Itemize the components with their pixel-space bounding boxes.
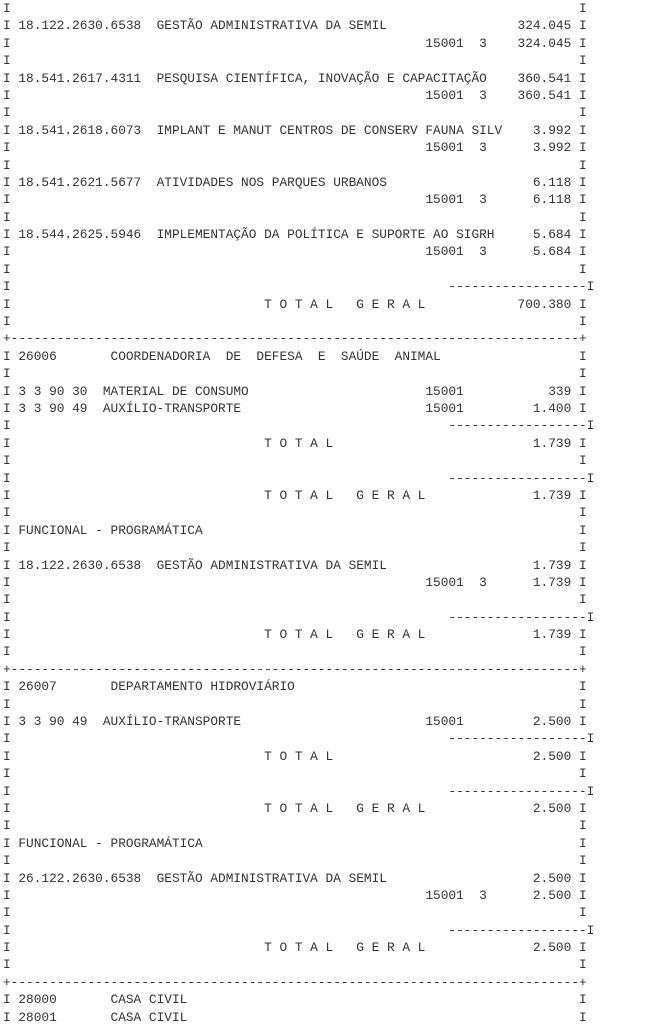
report-line: I ------------------I (3, 279, 595, 295)
report-line: I I (3, 957, 587, 973)
report-line: I 26006 COORDENADORIA DE DEFESA E SAÚDE ANIMAL I (3, 348, 587, 364)
report-line: I I (3, 696, 587, 712)
report-line: I I (3, 105, 587, 121)
report-line: I 18.122.2630.6538 GESTÃO ADMINISTRATIVA DA SEMIL 1.739 I (3, 557, 587, 573)
report-line: I I (3, 261, 587, 277)
report-line: I 26.122.2630.6538 GESTÃO ADMINISTRATIVA DA SEMIL 2.500 I (3, 870, 587, 886)
report-line: I 3 3 90 30 MATERIAL DE CONSUMO 15001 339 I (3, 383, 587, 399)
report-line: I I (3, 905, 587, 921)
report-line: +--------------------------------------------------------------------------+ (3, 974, 587, 990)
report-line: I 15001 3 360.541 I (3, 87, 587, 103)
report-line: I T O T A L G E R A L 2.500 I (3, 940, 587, 956)
report-line: I ------------------I (3, 418, 595, 434)
report-line: I 18.122.2630.6538 GESTÃO ADMINISTRATIVA DA SEMIL 324.045 I (3, 18, 587, 34)
report-line: I 28001 CASA CIVIL I (3, 1009, 587, 1025)
report-line: I 3 3 90 49 AUXÍLIO-TRANSPORTE 15001 1.400 I (3, 400, 587, 416)
report-line: I I (3, 853, 587, 869)
report-line: I T O T A L G E R A L 700.380 I (3, 296, 587, 312)
budget-report (3, 0, 594, 1026)
report-line: I 15001 3 2.500 I (3, 887, 587, 903)
report-line: I T O T A L G E R A L 2.500 I (3, 800, 587, 816)
report-line: I I (3, 540, 587, 556)
report-line: I 15001 3 1.739 I (3, 574, 587, 590)
report-line: I I (3, 157, 587, 173)
report-line: I I (3, 314, 587, 330)
report-line: I I (3, 766, 587, 782)
report-line: I 15001 3 324.045 I (3, 35, 587, 51)
report-line: I T O T A L 2.500 I (3, 748, 587, 764)
report-line: I 3 3 90 49 AUXÍLIO-TRANSPORTE 15001 2.500 I (3, 714, 587, 730)
report-line: I 15001 3 3.992 I (3, 140, 587, 156)
report-line: I 15001 3 6.118 I (3, 192, 587, 208)
report-line: I ------------------I (3, 470, 595, 486)
report-line: I T O T A L G E R A L 1.739 I (3, 487, 587, 503)
report-line: I 15001 3 5.684 I (3, 244, 587, 260)
report-line: I I (3, 818, 587, 834)
report-line: I 18.541.2617.4311 PESQUISA CIENTÍFICA, INOVAÇÃO E CAPACITAÇÃO 360.541 I (3, 70, 587, 86)
report-line: +--------------------------------------------------------------------------+ (3, 331, 587, 347)
report-line: I 26007 DEPARTAMENTO HIDROVIÁRIO I (3, 679, 587, 695)
report-line: I I (3, 366, 587, 382)
report-line: I I (3, 644, 587, 660)
report-line: I T O T A L G E R A L 1.739 I (3, 627, 587, 643)
report-line: I FUNCIONAL - PROGRAMÁTICA I (3, 522, 587, 538)
report-line: I I (3, 53, 587, 69)
report-line: I I (3, 592, 587, 608)
report-line: I 18.541.2618.6073 IMPLANT E MANUT CENTROS DE CONSERV FAUNA SILV 3.992 I (3, 122, 587, 138)
report-line: I ------------------I (3, 609, 595, 625)
report-line: I T O T A L 1.739 I (3, 435, 587, 451)
report-line: I ------------------I (3, 731, 595, 747)
report-line: I I (3, 505, 587, 521)
report-line: I 28000 CASA CIVIL I (3, 992, 587, 1008)
report-line: I 18.541.2621.5677 ATIVIDADES NOS PARQUES URBANOS 6.118 I (3, 174, 587, 190)
report-line: I I (3, 1, 587, 16)
report-line: I I (3, 209, 587, 225)
report-line: I FUNCIONAL - PROGRAMÁTICA I (3, 835, 587, 851)
report-line: I ------------------I (3, 922, 595, 938)
report-line: I I (3, 453, 587, 469)
report-line: +--------------------------------------------------------------------------+ (3, 661, 587, 677)
report-line: I ------------------I (3, 783, 595, 799)
report-line: I 18.544.2625.5946 IMPLEMENTAÇÃO DA POLÍTICA E SUPORTE AO SIGRH 5.684 I (3, 227, 587, 243)
